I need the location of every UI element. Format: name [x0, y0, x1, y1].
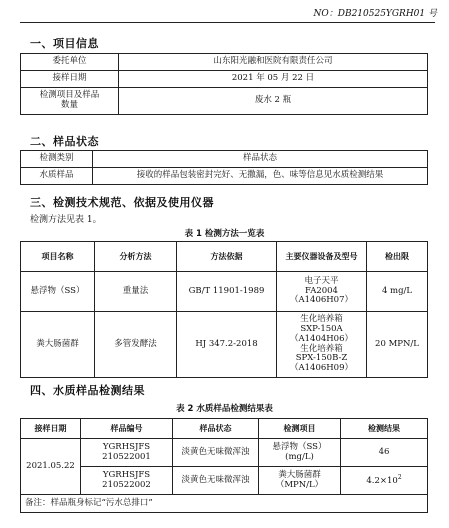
- sample-state: 淡黄色无味微浑浊: [173, 467, 259, 495]
- table1-caption: 表 1 检测方法一览表: [184, 229, 265, 239]
- section-title-methods: 三、检测技术规范、依据及使用仪器: [30, 196, 214, 209]
- sample-code-line: 210522001: [102, 451, 151, 462]
- sample-code-line: YGRHSJFS: [102, 469, 151, 480]
- sample-code: [81, 439, 173, 467]
- instrument-line: 生化培养箱: [300, 343, 343, 354]
- item-name: 悬浮物（SS）: [21, 272, 95, 312]
- section-title-project-info: 一、项目信息: [30, 37, 99, 50]
- col-item-name: 项目名称: [21, 242, 95, 272]
- sample-status-table: [20, 150, 428, 185]
- section-title-results: 四、水质样品检测结果: [30, 384, 145, 397]
- sample-code-line: 210522002: [102, 479, 151, 490]
- test-item: [259, 439, 341, 467]
- instrument-line: （A1404H06）: [290, 333, 353, 344]
- items-value: 废水 2 瓶: [119, 88, 428, 115]
- sample-status-header: 样品状态: [93, 151, 428, 168]
- results-table: [20, 418, 428, 513]
- detection-limit: 20 MPN/L: [367, 312, 428, 378]
- sample-state: 淡黄色无味微浑浊: [173, 439, 259, 467]
- col-receive-date: 接样日期: [21, 419, 81, 439]
- col-detection-limit: 检出限: [367, 242, 428, 272]
- test-item-line: (mg/L): [285, 451, 314, 462]
- basis: HJ 347.2-2018: [177, 312, 277, 378]
- receive-date-value: 2021 年 05 月 22 日: [119, 71, 428, 88]
- col-sample-code: 样品编号: [81, 419, 173, 439]
- test-item-line: （MPN/L）: [275, 479, 324, 490]
- sample-code: [81, 467, 173, 495]
- instrument-line: 生化培养箱: [300, 314, 343, 325]
- header-divider: [20, 22, 435, 23]
- method-table: [20, 241, 428, 378]
- basis: GB/T 11901-1989: [177, 272, 277, 312]
- instrument-line: SPX-150B-Z: [295, 353, 348, 364]
- table-row: [21, 272, 428, 312]
- report-number: NO：DB210525YGRH01 号: [313, 9, 437, 19]
- test-result: [341, 467, 428, 495]
- item-name: 粪大肠菌群: [21, 312, 95, 378]
- table2-caption: 表 2 水质样品检测结果表: [176, 404, 273, 414]
- col-basis: 方法依据: [177, 242, 277, 272]
- client-label: 委托单位: [21, 54, 119, 71]
- instrument-line: FA2004: [305, 285, 338, 296]
- section-title-sample-status: 二、样品状态: [30, 135, 99, 148]
- results-note: 备注：样品瓶身标记“污水总排口”: [21, 495, 428, 513]
- test-item: [259, 467, 341, 495]
- instrument: [277, 312, 367, 378]
- instrument-line: SXP-150A: [300, 323, 343, 334]
- items-label: 检测项目及样品数量: [21, 88, 119, 115]
- col-method: 分析方法: [95, 242, 177, 272]
- test-item-line: 粪大肠菌群: [278, 469, 321, 480]
- instrument-line: 电子天平: [304, 275, 339, 286]
- receive-date: 2021.05.22: [21, 439, 81, 495]
- sample-status-value: 接收的样品包装密封完好、无撒漏，色、味等信息见水质检测结果: [93, 168, 428, 185]
- method-intro: 检测方法见表 1。: [30, 215, 102, 225]
- col-test-result: 检测结果: [341, 419, 428, 439]
- method: 重量法: [95, 272, 177, 312]
- method: 多管发酵法: [95, 312, 177, 378]
- test-type-value: 水质样品: [21, 168, 93, 185]
- result-base: 4.2×10: [366, 475, 398, 486]
- result-exponent: 2: [397, 473, 402, 481]
- detection-limit: 4 mg/L: [367, 272, 428, 312]
- table-row: [21, 439, 428, 467]
- instrument-line: （A1406H09）: [290, 363, 353, 374]
- table-row: [21, 467, 428, 495]
- client-value: 山东阳光融和医院有限责任公司: [119, 54, 428, 71]
- col-instrument: 主要仪器设备及型号: [277, 242, 367, 272]
- instrument-line: （A1406H07）: [290, 295, 353, 306]
- receive-date-label: 接样日期: [21, 71, 119, 88]
- col-sample-state: 样品状态: [173, 419, 259, 439]
- project-info-table: [20, 53, 428, 115]
- table-row: [21, 312, 428, 378]
- test-type-header: 检测类别: [21, 151, 93, 168]
- test-item-line: 悬浮物（SS）: [272, 441, 327, 452]
- test-result: 46: [341, 439, 428, 467]
- col-test-item: 检测项目: [259, 419, 341, 439]
- sample-code-line: YGRHSJFS: [102, 441, 151, 452]
- instrument: [277, 272, 367, 312]
